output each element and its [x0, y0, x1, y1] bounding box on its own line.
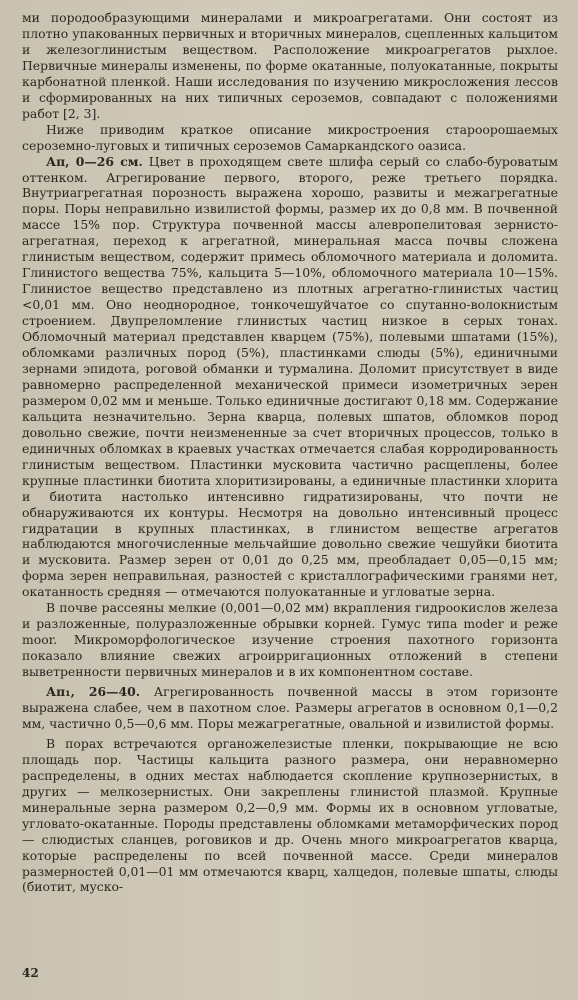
paragraph-2: Ниже приводим краткое описание микростроения староорошаемых сероземно-луговых и типичных сероземов Самаркандского оазиса. — [22, 121, 558, 153]
paragraph-3: Ап, 0—26 см. Цвет в проходящем свете шлифа серый со слабо-буроватым оттенком. Агрегирование первого, второго, реже третьего порядка. Внутриагрегатная порозность выражена хорошо, развиты и межагрегатные поры. Поры неправильно извилистой формы, размер их до 0,8 мм. В почвенной массе 15% пор. Структура почвенной массы алевропелитовая зернисто-агрегатная, переход к агрегатной, минеральная масса почвы сложена глинистым веществом, содержит примесь обломочного материала и доломита. Глинистого вещества 75%, кальцита 5—10%, обломочного материала 10—15%. Глинистое вещество представлено из плотных агрегатно-глинистых частиц <0,01 мм. Оно неоднородное, тонкочешуйчатое со спутанно-волокнистым строением. Двупреломление глинистых частиц низкое в серых тонах. Обломочный материал представлен кварцем (75%), полевыми шпатами (15%), обломками различных пород (5%), пластинками слюды (5%), единичными зернами эпидота, роговой обманки и турмалина. Доломит присутствует в виде равномерно распределенной механической примеси изометричных зерен размером 0,02 мм и меньше. Только единичные достигают 0,18 мм. Содержание кальцита незначительно. Зерна кварца, полевых шпатов, обломков пород довольно свежие, почти неизмененные за счет вторичных процессов, только в единичных обломках в краевых участках отмечается слабая корродированность глинистым веществом. Пластинки мусковита частично расщеплены, более крупные пластинки биотита хлоритизированы, а единичные пластинки хлорита и биотита настолько интенсивно гидратизированы, что почти не обнаруживаются их контуры. Несмотря на довольно интенсивный процесс гидратации в крупных пластинках, в глинистом веществе агрегатов наблюдаются многочисленные мельчайшие довольно свежие чешуйки биотита и мусковита. Размер зерен от 0,01 до 0,25 мм, преобладает 0,05—0,15 мм; форма зерен неправильная, разностей с кристаллографическими гранями нет, окатанность средняя — отмечаются полуокатанные и угловатые зерна. — [22, 153, 558, 600]
paragraph-1: ми породообразующими минералами и микроагрегатами. Они состоят из плотно упакованных первичных и вторичных минералов, сцепленных кальцитом и железоглинистым веществом. Расположение микроагрегатов рыхлое. Первичные минералы изменены, по форме окатанные, полуокатанные, покрыты карбонатной пленкой. Наши исследования по изучению микросложения лессов и сформированных на них типичных сероземов, совпадают с положениями работ [2, 3]. — [22, 10, 558, 121]
page-number: 42 — [22, 966, 39, 980]
paragraph-6: В порах встречаются органожелезистые пленки, покрывающие не всю площадь пор. Частицы кальцита разного размера, они неравномерно распределены, в одних местах наблюдается скопление крупнозернистых, в других — мелкозернистых. Они закреплены глинистой плазмой. Крупные минеральные зерна размером 0,2—0,9 мм. Формы их в основном угловатые, угловато-окатанные. Породы представлены обломками метаморфических пород — слюдистых сланцев, роговиков и др. Очень много микроагрегатов кварца, которые распределены по всей почвенной массе. Среди минералов размерностей 0,01—01 мм отмечаются кварц, халцедон, полевые шпаты, слюды (биотит, муско- — [22, 735, 558, 895]
paragraph-5: Ап₁, 26—40. Агрегированность почвенной массы в этом горизонте выражена слабее, чем в пахотном слое. Размеры агрегатов в основном 0,1—0,2 мм, частично 0,5—0,6 мм. Поры межагрегатные, овальной и извилистой формы. — [22, 684, 559, 731]
paragraph-4: В почве рассеяны мелкие (0,001—0,02 мм) вкрапления гидроокислов железа и разложенные, полуразложенные обрывки корней. Гумус типа moder и реже moor. Микроморфологическое изучение строения пахотного горизонта показало влияние свежих агроирригационных отложений в степени выветренности первичных минералов и в их компонентном составе. — [22, 600, 558, 680]
horizon-heading-ap1: Ап₁, 26—40. — [46, 684, 141, 700]
horizon-heading-ap: Ап, 0—26 см. — [46, 153, 143, 169]
